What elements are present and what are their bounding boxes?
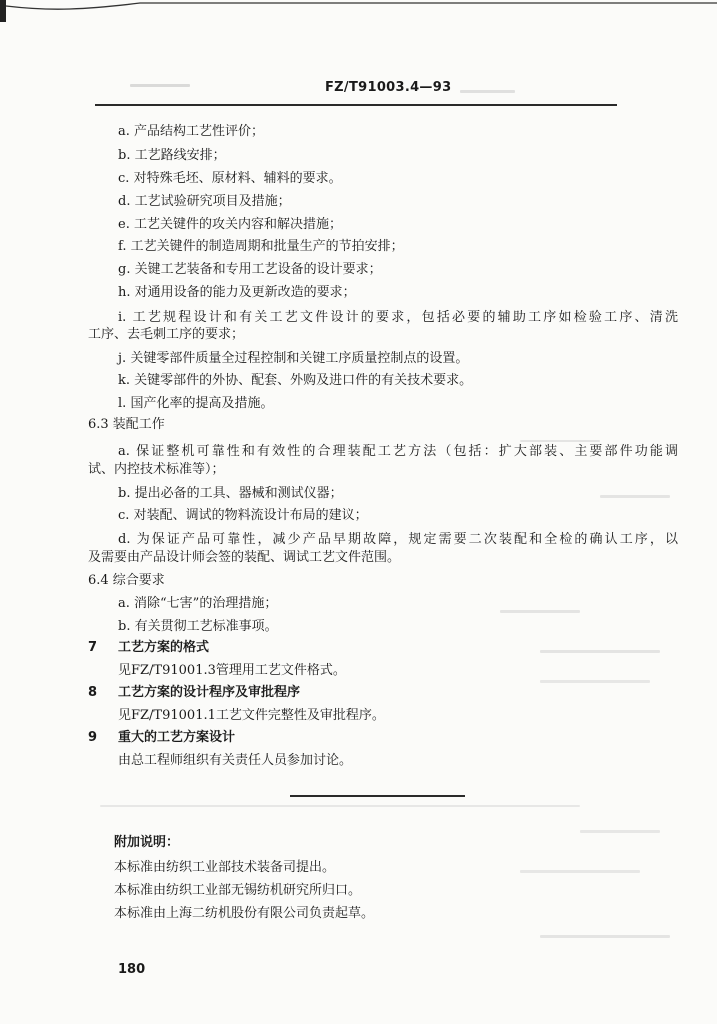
section-6-3-title: 6.3 装配工作 bbox=[88, 417, 165, 432]
section-8-heading: 8 工艺方案的设计程序及审批程序 bbox=[88, 685, 301, 700]
list-item: a. 产品结构工艺性评价； bbox=[118, 124, 265, 139]
list-item: h. 对通用设备的能力及更新改造的要求； bbox=[118, 285, 356, 300]
list-item: f. 工艺关键件的制造周期和批量生产的节拍安排； bbox=[118, 239, 404, 254]
list-item-continuation: 工序、去毛刺工序的要求； bbox=[88, 327, 245, 342]
notes-title: 附加说明： bbox=[114, 835, 180, 850]
section-9-heading: 9 重大的工艺方案设计 bbox=[88, 730, 236, 745]
list-item: g. 关键工艺装备和专用工艺设备的设计要求； bbox=[118, 262, 382, 277]
standard-code-header: FZ/T91003.4—93 bbox=[325, 80, 452, 95]
page-number: 180 bbox=[118, 962, 146, 977]
list-item: i. 工艺规程设计和有关工艺文件设计的要求，包括必要的辅助工序如检验工序、清洗 bbox=[118, 310, 678, 325]
list-item-continuation: 试、内控技术标准等）； bbox=[88, 462, 225, 477]
list-item: k. 关键零部件的外协、配套、外购及进口件的有关技术要求。 bbox=[118, 373, 473, 388]
list-item: d. 工艺试验研究项目及措施； bbox=[118, 194, 291, 209]
list-item: l. 国产化率的提高及措施。 bbox=[118, 396, 274, 411]
section-7-body: 见FZ/T91001.3管理用工艺文件格式。 bbox=[118, 663, 346, 678]
list-item: e. 工艺关键件的攻关内容和解决措施； bbox=[118, 217, 342, 232]
list-item-continuation: 及需要由产品设计师会签的装配、调试工艺文件范围。 bbox=[88, 550, 401, 565]
list-item: a. 保证整机可靠性和有效性的合理装配工艺方法（包括：扩大部装、主要部件功能调 bbox=[118, 444, 678, 459]
section-8-body: 见FZ/T91001.1工艺文件完整性及审批程序。 bbox=[118, 708, 385, 723]
section-9-body: 由总工程师组织有关责任人员参加讨论。 bbox=[118, 753, 353, 768]
list-item: c. 对装配、调试的物料流设计布局的建议； bbox=[118, 508, 368, 523]
list-item: c. 对特殊毛坯、原材料、辅料的要求。 bbox=[118, 171, 342, 186]
list-item: b. 有关贯彻工艺标准事项。 bbox=[118, 619, 278, 634]
list-item: b. 工艺路线安排； bbox=[118, 148, 226, 163]
notes-line: 本标准由纺织工业部技术装备司提出。 bbox=[114, 860, 336, 875]
list-item: b. 提出必备的工具、器械和测试仪器； bbox=[118, 486, 343, 501]
list-item: a. 消除“七害”的治理措施； bbox=[118, 596, 278, 611]
header-rule bbox=[95, 104, 617, 106]
section-6-4-title: 6.4 综合要求 bbox=[88, 573, 165, 588]
notes-line: 本标准由上海二纺机股份有限公司负责起草。 bbox=[114, 906, 375, 921]
notes-line: 本标准由纺织工业部无锡纺机研究所归口。 bbox=[114, 883, 362, 898]
end-rule bbox=[290, 795, 465, 797]
section-7-heading: 7 工艺方案的格式 bbox=[88, 640, 210, 655]
list-item: d. 为保证产品可靠性，减少产品早期故障，规定需要二次装配和全检的确认工序，以 bbox=[118, 532, 678, 547]
scan-edge-mark bbox=[0, 0, 717, 22]
list-item: j. 关键零部件质量全过程控制和关键工序质量控制点的设置。 bbox=[118, 351, 469, 366]
